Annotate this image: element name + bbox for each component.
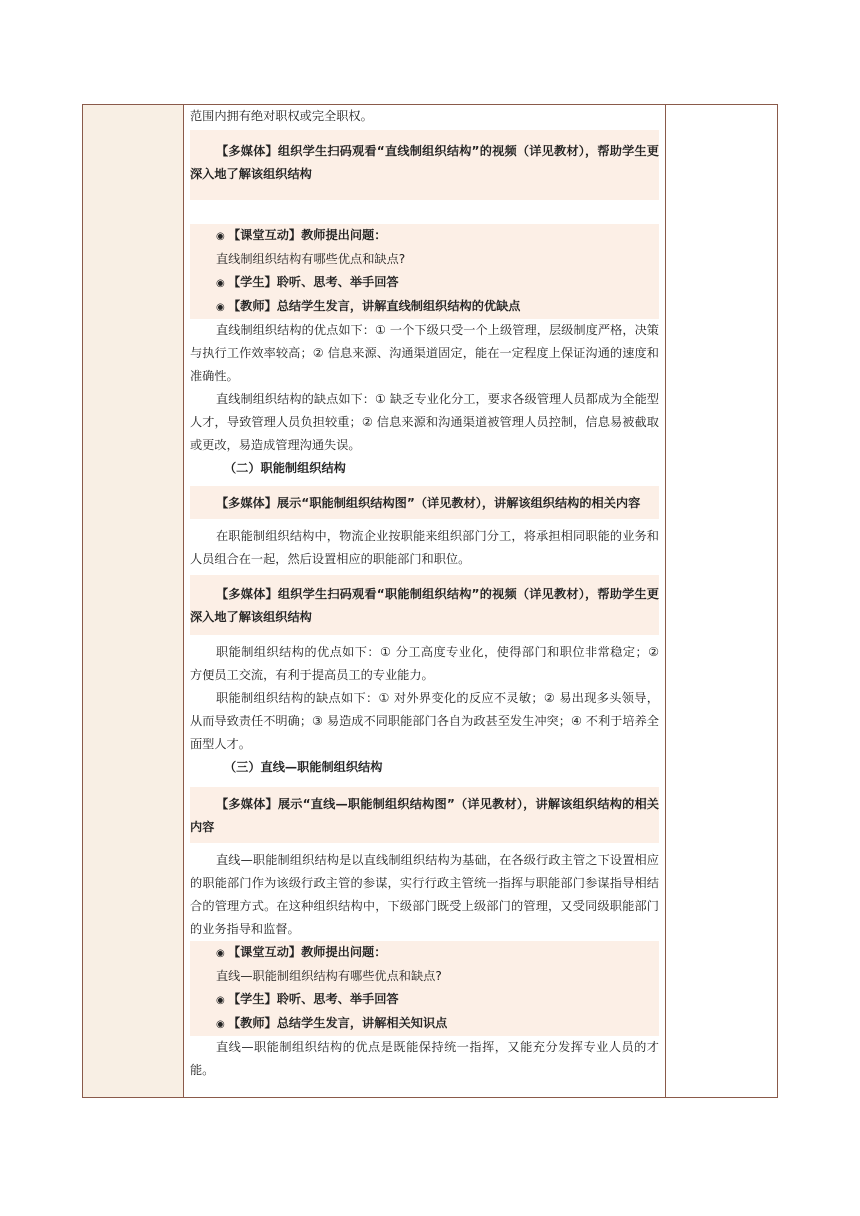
advantages-paragraph: 职能制组织结构的优点如下：① 分工高度专业化，使得部门和职位非常稳定；② 方便员工交流，有利于提高员工的专业能力。 — [190, 645, 659, 682]
bullet-icon: ◉ — [216, 302, 225, 313]
interaction-question: 直线制组织结构有哪些优点和缺点? — [216, 252, 406, 266]
bullet-icon: ◉ — [216, 948, 225, 959]
interaction-block — [190, 224, 659, 319]
bullet-icon: ◉ — [216, 278, 225, 289]
student-activity: ◉ 【学生】聆听、思考、举手回答 — [190, 988, 659, 1012]
table-left-column — [83, 105, 184, 1097]
advantages-paragraph: 直线制组织结构的优点如下：① 一个下级只受一个上级管理，层级制度严格，决策与执行工作效率较高；② 信息来源、沟通渠道固定，能在一定程度上保证沟通的速度和准确性。 — [190, 323, 659, 383]
bullet-icon: ◉ — [216, 995, 225, 1006]
multimedia-text: 【多媒体】组织学生扫码观看“直线制组织结构”的视频（详见教材），帮助学生更深入地了解该组织结构 — [190, 144, 659, 181]
bullet-icon: ◉ — [216, 1019, 225, 1030]
multimedia-block — [190, 486, 659, 519]
multimedia-block — [190, 787, 659, 843]
bullet-icon: ◉ — [216, 231, 225, 242]
teacher-activity: ◉ 【教师】总结学生发言，讲解直线制组织结构的优缺点 — [190, 295, 659, 319]
lesson-table — [82, 104, 778, 1098]
body-paragraph: 直线—职能制组织结构是以直线制组织结构为基础，在各级行政主管之下设置相应的职能部门作为该级行政主管的参谋，实行行政主管统一指挥与职能部门参谋指导相结合的管理方式。在这种组织结构中，下级部门既受上级部门的管理，又受同级职能部门的业务指导和监督。 — [190, 853, 659, 936]
multimedia-text: 【多媒体】组织学生扫码观看“职能制组织结构”的视频（详见教材），帮助学生更深入地了解该组织结构 — [190, 587, 659, 624]
multimedia-block — [190, 575, 659, 635]
interaction-question: 直线—职能制组织结构有哪些优点和缺点? — [216, 969, 442, 983]
student-activity: ◉ 【学生】聆听、思考、举手回答 — [190, 271, 659, 295]
table-right-column — [666, 105, 777, 1097]
interaction-block — [190, 941, 659, 1036]
disadvantages-paragraph: 直线制组织结构的缺点如下：① 缺乏专业化分工，要求各级管理人员都成为全能型人才，导致管理人员负担较重；② 信息来源和沟通渠道被管理人员控制，信息易被截取或更改，易造成管理沟通失误。 — [190, 392, 659, 452]
teacher-activity: ◉ 【教师】总结学生发言，讲解相关知识点 — [190, 1012, 659, 1036]
multimedia-text: 【多媒体】展示“职能制组织结构图”（详见教材），讲解该组织结构的相关内容 — [216, 496, 641, 510]
body-paragraph: 在职能制组织结构中，物流企业按职能来组织部门分工，将承担相同职能的业务和人员组合在一起，然后设置相应的职能部门和职位。 — [190, 529, 659, 566]
multimedia-text: 【多媒体】展示“直线—职能制组织结构图”（详见教材），讲解该组织结构的相关内容 — [190, 797, 659, 834]
section-heading: （二）职能制组织结构 — [224, 461, 346, 475]
interaction-title: ◉ 【课堂互动】教师提出问题： — [190, 941, 659, 965]
disadvantages-paragraph: 职能制组织结构的缺点如下：① 对外界变化的反应不灵敏；② 易出现多头领导，从而导致责任不明确；③ 易造成不同职能部门各自为政甚至发生冲突；④ 不利于培养全面型人才。 — [190, 691, 659, 751]
multimedia-block — [190, 130, 659, 200]
section-heading: （三）直线—职能制组织结构 — [224, 760, 383, 774]
spacer — [190, 200, 659, 224]
interaction-title: ◉ 【课堂互动】教师提出问题： — [190, 224, 659, 248]
text-line: 范围内拥有绝对职权或完全职权。 — [190, 109, 373, 123]
table-content-column — [184, 105, 666, 1097]
advantages-paragraph: 直线—职能制组织结构的优点是既能保持统一指挥，又能充分发挥专业人员的才能。 — [190, 1040, 659, 1077]
